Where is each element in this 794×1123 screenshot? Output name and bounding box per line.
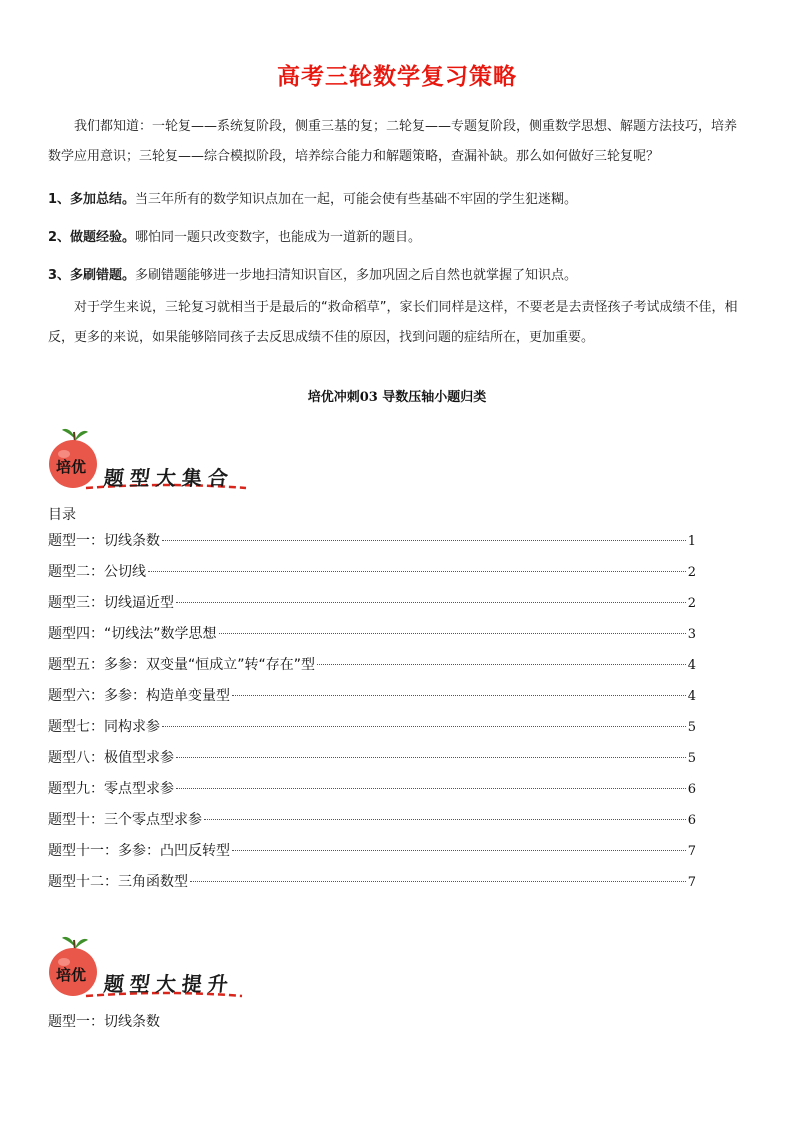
tip-number: 1、多加总结。 [48,192,136,207]
toc-label: 题型八：极值型求参 [48,750,174,766]
toc-row[interactable] [48,778,696,809]
toc-label: 题型十一：多参：凸凹反转型 [48,843,230,859]
toc-row[interactable] [48,530,696,561]
toc-page-number: 2 [687,565,696,580]
toc-label: 题型三：切线逼近型 [48,595,174,611]
toc-page-number: 7 [687,844,696,859]
toc-page-number: 2 [687,596,696,611]
tip-text: 哪怕同一题只改变数字，也能成为一道新的题目。 [135,230,422,245]
toc-label: 题型九：零点型求参 [48,781,174,797]
section-heading: 题型一：切线条数 [48,1014,160,1030]
toc-leader-dots [176,788,686,789]
toc-page-number: 7 [687,875,696,890]
toc-heading: 目录 [48,507,76,523]
toc-leader-dots [204,819,686,820]
toc-label: 题型六：多参：构造单变量型 [48,688,230,704]
toc-leader-dots [317,664,686,665]
toc-page-number: 6 [687,782,696,797]
toc-row[interactable] [48,592,696,623]
toc-label: 题型十二：三角函数型 [48,874,188,890]
toc-leader-dots [232,850,686,851]
tip-text: 多刷错题能够进一步地扫清知识盲区，多加巩固之后自然也就掌握了知识点。 [135,268,578,283]
badge-question-types-improvement [46,934,256,1004]
tip-item-2 [48,223,748,253]
badge-label: 题型大提升 [102,972,236,996]
toc-label: 题型七：同构求参 [48,719,160,735]
closing-paragraph: 对于学生来说，三轮复习就相当于是最后的“救命稻草”，家长们同样是这样，不要老是去责怪孩子考试成绩不佳，相反，更多的来说，如果能够陪同孩子去反思成绩不佳的原因，找到问题的症结所在，更加重要。 [48,300,738,345]
toc-row[interactable] [48,747,696,778]
toc-leader-dots [162,540,686,541]
intro-paragraph: 我们都知道：一轮复——系统复阶段，侧重三基的复；二轮复——专题复阶段，侧重数学思想、解题方法技巧，培养数学应用意识；三轮复——综合模拟阶段，培养综合能力和解题策略，查漏补缺。那么如何做好三轮复呢？ [48,119,738,164]
badge-question-types-collection [46,426,256,496]
toc-page-number: 4 [687,658,696,673]
tip-item-3 [48,261,748,291]
toc-row[interactable] [48,654,696,685]
tip-number: 2、做题经验。 [48,230,136,245]
toc-row[interactable] [48,561,696,592]
badge-label: 题型大集合 [102,466,236,490]
toc-leader-dots [190,881,686,882]
toc-row[interactable] [48,840,696,871]
toc-row[interactable] [48,871,696,902]
toc-row[interactable] [48,685,696,716]
table-of-contents [48,530,696,902]
toc-leader-dots [219,633,686,634]
toc-row[interactable] [48,809,696,840]
toc-leader-dots [176,757,686,758]
toc-leader-dots [162,726,686,727]
toc-leader-dots [148,571,686,572]
toc-label: 题型二：公切线 [48,564,146,580]
page-title: 高考三轮数学复习策略 [277,64,517,90]
apple-text: 培优 [56,458,87,476]
apple-text: 培优 [56,966,87,984]
toc-label: 题型四：“切线法”数学思想 [48,626,217,642]
toc-page-number: 5 [687,720,696,735]
toc-page-number: 4 [687,689,696,704]
toc-leader-dots [232,695,686,696]
tip-text: 当三年所有的数学知识点加在一起，可能会使有些基础不牢固的学生犯迷糊。 [135,192,578,207]
toc-label: 题型十：三个零点型求参 [48,812,202,828]
toc-row[interactable] [48,623,696,654]
toc-leader-dots [176,602,686,603]
toc-page-number: 6 [687,813,696,828]
toc-page-number: 3 [687,627,696,642]
tip-number: 3、多刷错题。 [48,268,136,283]
toc-page-number: 1 [687,534,696,549]
section-subtitle: 培优冲刺03 导数压轴小题归类 [307,390,487,405]
toc-label: 题型一：切线条数 [48,533,160,549]
toc-label: 题型五：多参：双变量“恒成立”转“存在”型 [48,657,316,673]
toc-page-number: 5 [687,751,696,766]
toc-row[interactable] [48,716,696,747]
tip-item-1 [48,185,748,215]
